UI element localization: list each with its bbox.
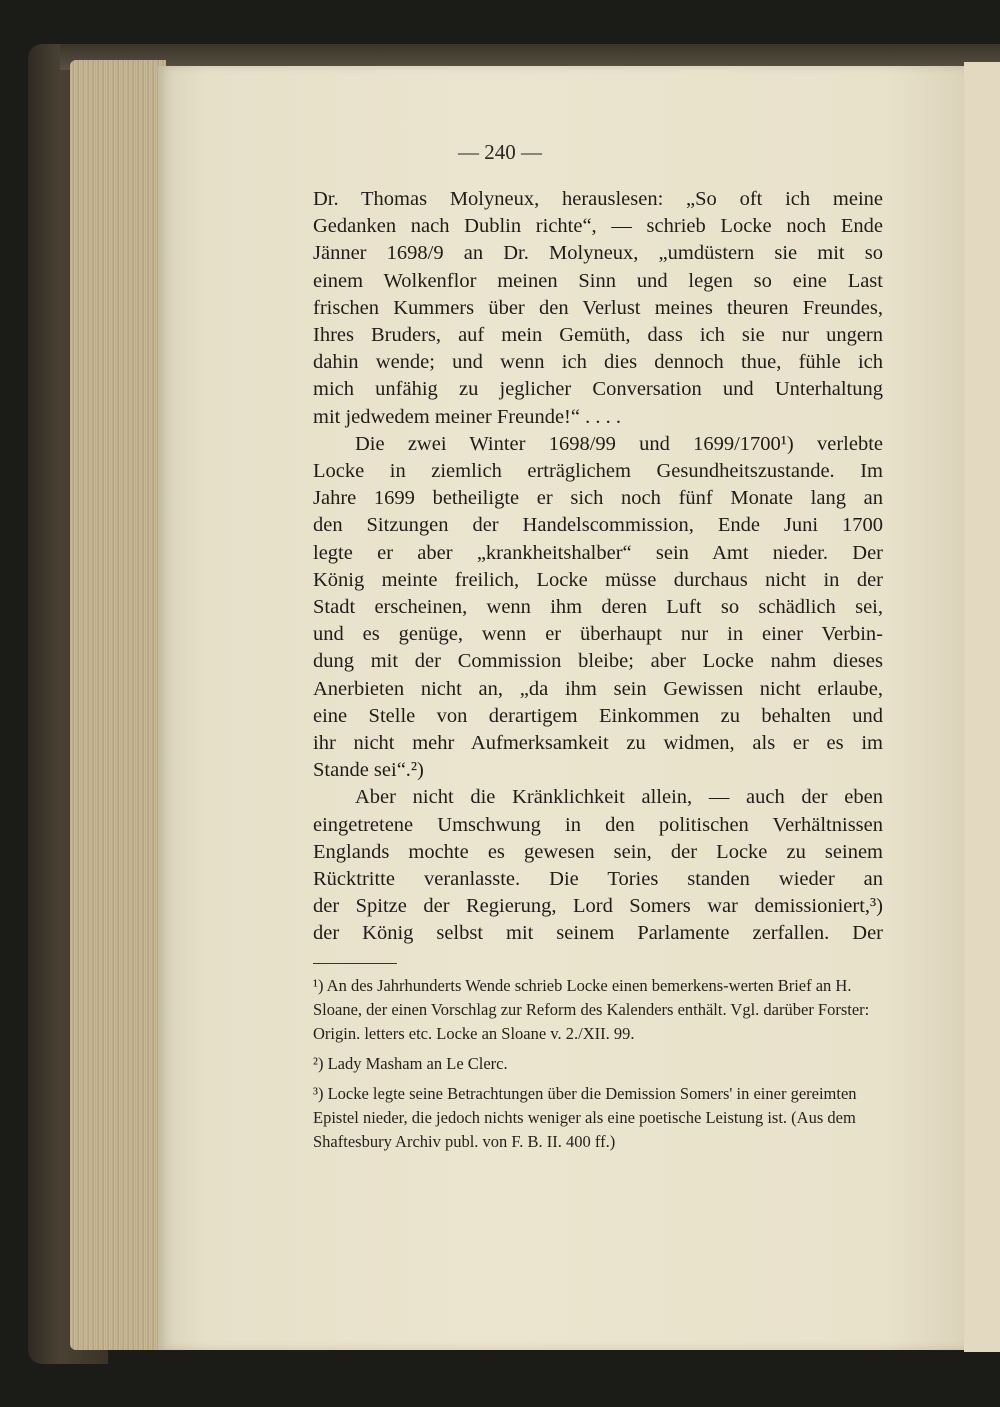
text-line: Stande sei“.²) (313, 759, 424, 782)
text-line: dahin wende; und wenn ich dies dennoch thue, fühle ich (313, 351, 883, 374)
text-line: König meinte freilich, Locke müsse durchaus nicht in der (313, 568, 883, 591)
footnotes (313, 974, 883, 1160)
text-line: Locke in ziemlich erträglichem Gesundheitszustande. Im (313, 460, 883, 483)
text-line: Rücktritte veranlasste. Die Tories standen wieder an (313, 868, 883, 891)
text-line: der König selbst mit seinem Parlamente zerfallen. Der (313, 922, 883, 945)
text-line: mich unfähig zu jeglicher Conversation und Unterhaltung (313, 378, 883, 401)
text-line: Dr. Thomas Molyneux, herauslesen: „So oft ich meine (313, 188, 883, 210)
text-line: Gedanken nach Dublin richte“, — schrieb Locke noch Ende (313, 215, 883, 238)
text-line: legte er aber „krankheitshalber“ sein Amt nieder. Der (313, 541, 883, 564)
page-edges (70, 60, 166, 1350)
text-line: einem Wolkenflor meinen Sinn und legen so eine Last (313, 269, 883, 292)
text-line: Ihres Bruders, auf mein Gemüth, dass ich sie nur ungern (313, 324, 883, 347)
text-line: mit jedwedem meiner Freunde!“ . . . . (313, 405, 621, 428)
footnote: ³) Locke legte seine Betrachtungen über die Demission Somers' in einer gereimten Epistel nieder, die jedoch nichts weniger als eine poetische Leistung ist. (Aus dem Shaftesbury Archiv publ. von F. B. II. 400 ff.) (313, 1084, 857, 1151)
text-line: und es genüge, wenn er überhaupt nur in einer Verbin- (313, 623, 883, 646)
text-line: Die zwei Winter 1698/99 und 1699/1700¹) verlebte (355, 432, 883, 455)
text-line: Anerbieten nicht an, „da ihm sein Gewissen nicht erlaube, (313, 677, 883, 700)
text-line: frischen Kummers über den Verlust meines theuren Freundes, (313, 296, 883, 319)
footnote: ¹) An des Jahrhunderts Wende schrieb Locke einen bemerkens-werten Brief an H. Sloane, der einen Vorschlag zur Reform des Kalenders enthält. Vgl. darüber Forster: Origin. letters etc. Locke an Sloane v. 2./XII. 99. (313, 976, 870, 1043)
page-number: — 240 — (458, 140, 542, 164)
text-line: ihr nicht mehr Aufmerksamkeit zu widmen, als er es im (313, 732, 883, 755)
text-line: den Sitzungen der Handelscommission, Ende Juni 1700 (313, 514, 883, 537)
text-line: Aber nicht die Kränklichkeit allein, — auch der eben (355, 786, 883, 809)
text-line: Jahre 1699 betheiligte er sich noch fünf Monate lang an (313, 487, 883, 510)
text-line: eine Stelle von derartigem Einkommen zu behalten und (313, 704, 883, 727)
footnote: ²) Lady Masham an Le Clerc. (313, 1054, 508, 1073)
facing-page-edge (964, 62, 1000, 1352)
text-line: der Spitze der Regierung, Lord Somers war demissioniert,³) (313, 895, 883, 918)
text-line: eingetretene Umschwung in den politischen Verhältnissen (313, 813, 883, 836)
text-line: Stadt erscheinen, wenn ihm deren Luft so schädlich sei, (313, 596, 883, 619)
body-text (313, 186, 883, 948)
text-line: dung mit der Commission bleibe; aber Locke nahm dieses (313, 650, 883, 673)
text-line: Jänner 1698/9 an Dr. Molyneux, „umdüstern sie mit so (313, 242, 883, 265)
text-line: Englands mochte es gewesen sein, der Locke zu seinem (313, 840, 883, 863)
footnote-separator (313, 963, 397, 964)
